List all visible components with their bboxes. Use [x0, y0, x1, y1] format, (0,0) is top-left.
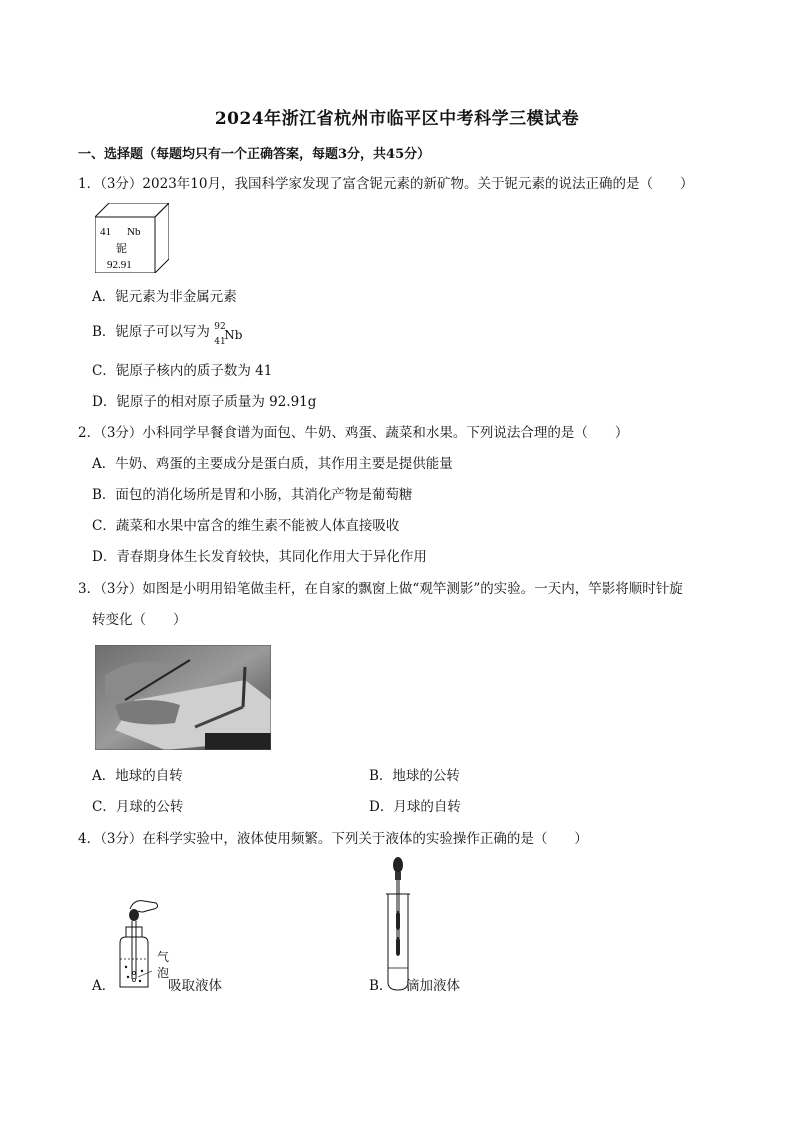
q1-option-b	[92, 321, 250, 347]
q4-option-a-prefix: A．	[92, 978, 116, 994]
q4-option-b-label: 滴加液体	[406, 978, 460, 994]
bubble-label-1: 气	[157, 950, 170, 964]
page-title: 2024年浙江省杭州市临平区中考科学三模试卷	[214, 109, 580, 129]
q2-option-c: C．蔬菜和水果中富含的维生素不能被人体直接吸收	[92, 518, 400, 534]
q1-option-d: D．铌原子的相对原子质量为 92.91g	[92, 394, 317, 410]
q4-option-b-prefix: B．	[369, 978, 393, 994]
isotope-mass-number: 92	[214, 321, 226, 332]
element-mass: 92.91	[107, 259, 132, 271]
isotope-atomic-number: 41	[214, 336, 226, 347]
q1-option-a: A．铌元素为非金属元素	[92, 289, 237, 305]
dropper-test-tube-figure	[382, 856, 412, 994]
element-symbol: Nb	[127, 226, 141, 238]
q1-option-b-text: B．铌原子可以写为	[92, 324, 210, 340]
element-number: 41	[100, 226, 111, 238]
q3-option-b: B．地球的公转	[369, 768, 460, 784]
q2-option-b: B．面包的消化场所是胃和小肠，其消化产物是葡萄糖	[92, 487, 413, 503]
bubble-label-2: 泡	[157, 966, 170, 980]
q3-option-a: A．地球的自转	[92, 768, 183, 784]
q1-option-c: C．铌原子核内的质子数为 41	[92, 363, 273, 379]
question-2-stem: 2．（3分）小科同学早餐食谱为面包、牛奶、鸡蛋、蔬菜和水果。下列说法合理的是（ ）	[78, 425, 629, 441]
element-name: 铌	[116, 242, 127, 255]
question-3-stem-line-2: 转变化（ ）	[92, 612, 187, 628]
question-3-stem-line-1: 3．（3分）如图是小明用铅笔做圭杆，在自家的飘窗上做“观竿测影”的实验。一天内，竿影将顺时针旋	[78, 581, 683, 597]
q3-option-c: C．月球的公转	[92, 799, 184, 815]
question-1-stem: 1．（3分）2023年10月，我国科学家发现了富含铌元素的新矿物。关于铌元素的说法正确的是（ ）	[78, 176, 694, 192]
q4-option-a-label: 吸取液体	[168, 978, 222, 994]
question-4-stem: 4．（3分）在科学实验中，液体使用频繁。下列关于液体的实验操作正确的是（ ）	[78, 831, 588, 847]
q2-option-d: D．青春期身体生长发育较快，其同化作用大于异化作用	[92, 549, 427, 565]
niobium-isotope-notation	[214, 321, 250, 347]
section-heading: 一、选择题（每题均只有一个正确答案，每题3分，共45分）	[78, 147, 431, 162]
pencil-shadow-photo	[95, 645, 271, 750]
isotope-symbol: Nb	[224, 327, 243, 342]
q3-option-d: D．月球的自转	[369, 799, 461, 815]
niobium-element-card	[95, 203, 169, 273]
q2-option-a: A．牛奶、鸡蛋的主要成分是蛋白质，其作用主要是提供能量	[92, 456, 453, 472]
